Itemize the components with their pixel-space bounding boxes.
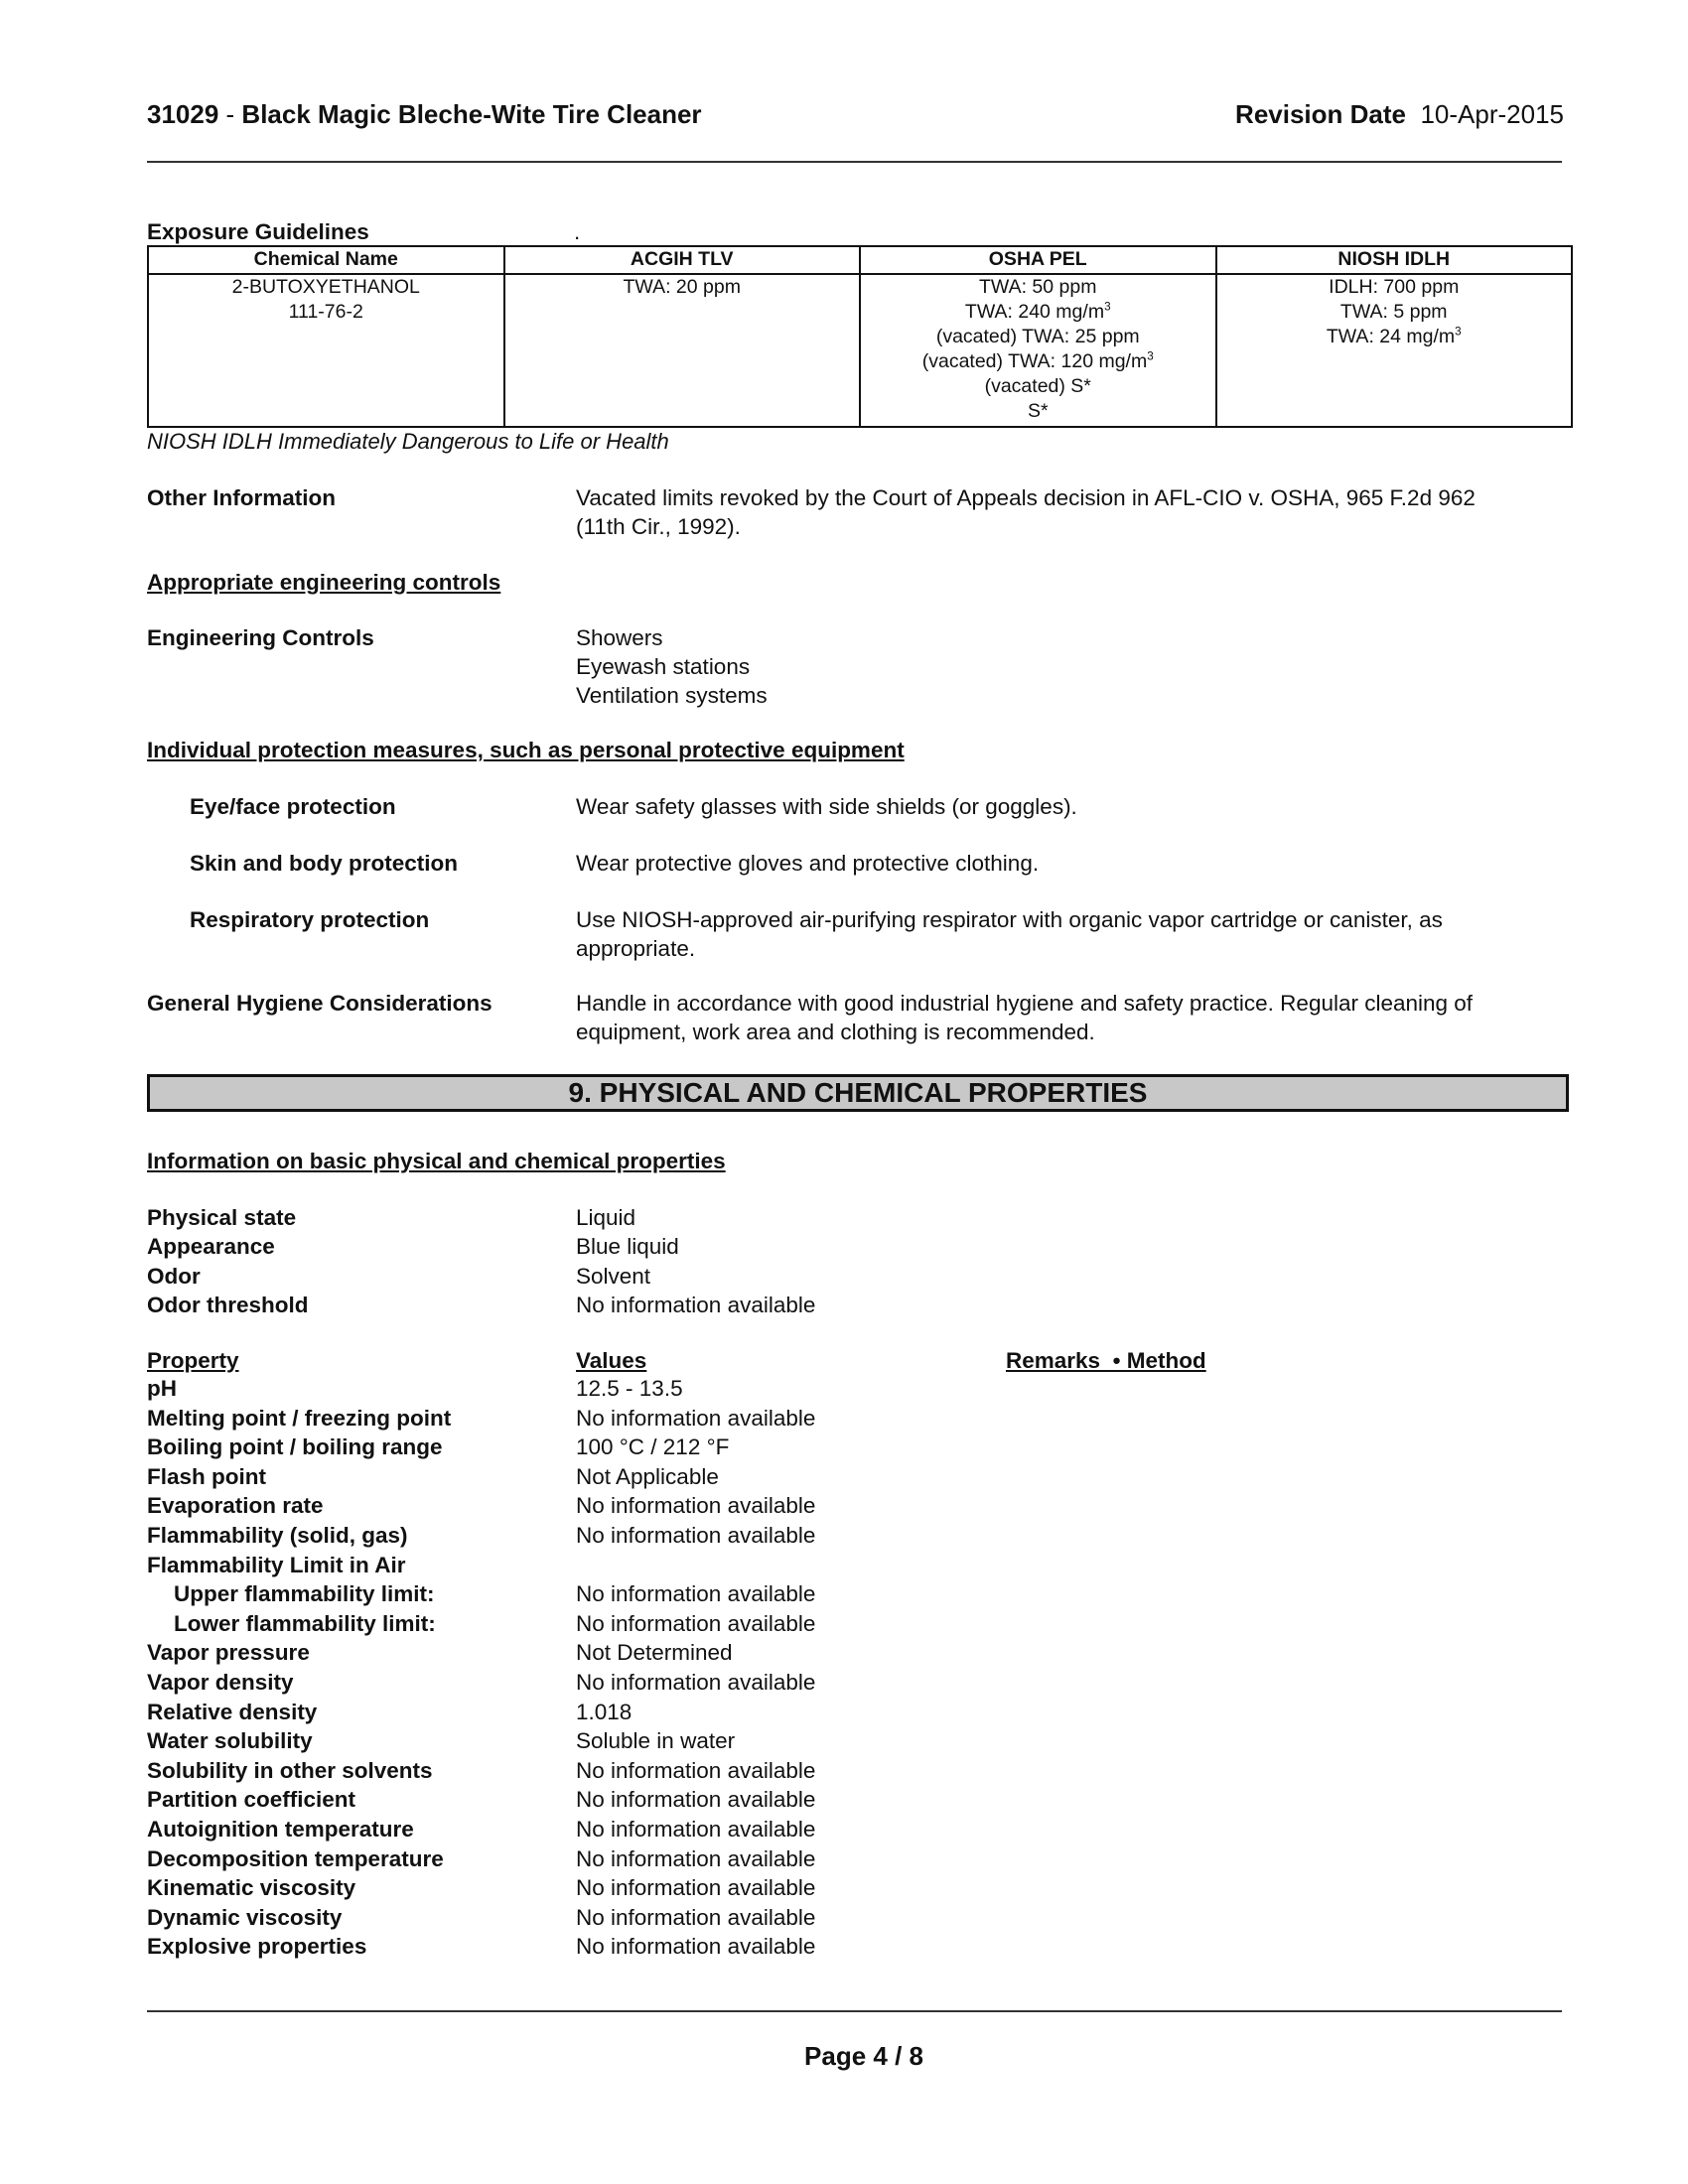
product-name: Black Magic Bleche-Wite Tire Cleaner (241, 99, 702, 129)
property-value: No information available (576, 1610, 816, 1636)
eye-face-label: Eye/face protection (190, 794, 396, 819)
respiratory-text: Use NIOSH-approved air-purifying respirator with organic vapor cartridge or canister, as appropriate. (576, 907, 1443, 961)
col-niosh-idlh: NIOSH IDLH (1216, 246, 1573, 274)
chemical-cell (148, 274, 504, 427)
property-value: No information available (576, 1875, 816, 1901)
osha-value: S* (1027, 400, 1049, 422)
property-name: Vapor pressure (147, 1640, 310, 1666)
property-value: Liquid (576, 1205, 636, 1230)
property-name: Appearance (147, 1234, 275, 1260)
niosh-value: TWA: 5 ppm (1339, 301, 1448, 323)
cas-number: 111-76-2 (288, 301, 363, 323)
osha-cell (860, 274, 1216, 427)
property-value: No information available (576, 1817, 816, 1842)
revision-info (1235, 99, 1564, 130)
property-value: Not Determined (576, 1640, 733, 1666)
property-name: Evaporation rate (147, 1493, 324, 1519)
other-information-text: Vacated limits revoked by the Court of Appeals decision in AFL-CIO v. OSHA, 965 F.2d 962 (11th Cir., 1992). (576, 485, 1476, 539)
osha-value: (vacated) S* (984, 375, 1091, 397)
product-code: 31029 (147, 99, 219, 129)
property-name: Flammability Limit in Air (147, 1552, 406, 1577)
property-value: No information available (576, 1292, 816, 1317)
property-value: No information available (576, 1787, 816, 1813)
property-value: Soluble in water (576, 1728, 736, 1754)
property-name: Solubility in other solvents (147, 1757, 433, 1783)
property-name: Explosive properties (147, 1934, 367, 1960)
header-rule (147, 161, 1562, 163)
property-value: No information available (576, 1904, 816, 1930)
hygiene-label: General Hygiene Considerations (147, 991, 492, 1016)
list-item: Showers (576, 625, 663, 650)
property-value: 12.5 - 13.5 (576, 1376, 683, 1401)
property-value: No information available (576, 1405, 816, 1431)
col-values: Values (576, 1348, 647, 1373)
footer-rule (147, 2010, 1562, 2012)
property-value: Not Applicable (576, 1463, 719, 1489)
property-value: Blue liquid (576, 1234, 679, 1260)
property-name: Dynamic viscosity (147, 1904, 343, 1930)
property-name: Kinematic viscosity (147, 1875, 356, 1901)
property-name: pH (147, 1376, 177, 1401)
niosh-cell (1216, 274, 1573, 427)
niosh-value: IDLH: 700 ppm (1329, 276, 1460, 298)
property-value: No information available (576, 1757, 816, 1783)
property-name: Upper flammability limit: (174, 1581, 435, 1607)
engineering-controls-label: Engineering Controls (147, 625, 374, 650)
property-value: 1.018 (576, 1699, 633, 1724)
revision-label: Revision Date (1235, 99, 1406, 129)
property-name: Flammability (solid, gas) (147, 1523, 408, 1548)
property-name: Odor (147, 1263, 201, 1289)
property-value: No information available (576, 1845, 816, 1871)
list-item: Eyewash stations (576, 654, 751, 679)
property-value: No information available (576, 1581, 816, 1607)
property-name: Lower flammability limit: (174, 1610, 436, 1636)
property-value: No information available (576, 1523, 816, 1548)
engineering-controls-list (576, 623, 768, 710)
acgih-cell (504, 274, 861, 427)
skin-body-label: Skin and body protection (190, 851, 459, 876)
property-name: Relative density (147, 1699, 318, 1724)
property-value: No information available (576, 1670, 816, 1695)
header-separator: - (218, 99, 242, 129)
osha-value: (vacated) TWA: 120 $mg/m^3$ (921, 349, 1154, 372)
property-value: No information available (576, 1493, 816, 1519)
property-value: Solvent (576, 1263, 651, 1289)
ppe-heading: Individual protection measures, such as personal protective equipment (147, 738, 905, 762)
property-name: Boiling point / boiling range (147, 1434, 443, 1460)
respiratory-label: Respiratory protection (190, 907, 430, 932)
exposure-table (147, 245, 1573, 428)
eye-face-text: Wear safety glasses with side shields (or goggles). (576, 794, 1077, 819)
property-name: Decomposition temperature (147, 1845, 444, 1871)
col-osha-pel: OSHA PEL (860, 246, 1216, 274)
property-value: 100 °C / 212 °F (576, 1434, 730, 1460)
list-item: Ventilation systems (576, 683, 768, 708)
hygiene-text: Handle in accordance with good industrial hygiene and safety practice. Regular cleaning of equipment, work area and clothing is recommended. (576, 991, 1474, 1044)
skin-body-text: Wear protective gloves and protective clothing. (576, 851, 1040, 876)
col-property: Property (147, 1348, 239, 1373)
other-information-label: Other Information (147, 485, 336, 510)
property-name: Flash point (147, 1463, 266, 1489)
col-remarks-method: Remarks • Method (1006, 1348, 1206, 1373)
revision-date: 10-Apr-2015 (1420, 99, 1564, 129)
chemical-name: 2-BUTOXYETHANOL (231, 276, 420, 298)
property-name: Physical state (147, 1205, 297, 1230)
exposure-guidelines-title: Exposure Guidelines (147, 219, 369, 244)
idlh-footnote: NIOSH IDLH Immediately Dangerous to Life or Health (147, 429, 669, 454)
property-name: Vapor density (147, 1670, 294, 1695)
exposure-dot: . (574, 219, 581, 244)
osha-value: TWA: 50 ppm (979, 276, 1097, 298)
property-name: Water solubility (147, 1728, 313, 1754)
osha-value: TWA: 240 $mg/m^3$ (964, 300, 1111, 323)
property-name: Melting point / freezing point (147, 1405, 452, 1431)
exposure-table-header (148, 246, 1572, 274)
col-acgih-tlv: ACGIH TLV (504, 246, 861, 274)
basic-properties-heading: Information on basic physical and chemical properties (147, 1149, 726, 1173)
section-9-title: 9. PHYSICAL AND CHEMICAL PROPERTIES (147, 1074, 1569, 1112)
engineering-heading: Appropriate engineering controls (147, 570, 501, 595)
page-number: Page 4 / 8 (804, 2041, 923, 2071)
property-value: No information available (576, 1934, 816, 1960)
property-name: Autoignition temperature (147, 1817, 414, 1842)
document-header (147, 99, 702, 130)
osha-value: (vacated) TWA: 25 ppm (935, 326, 1140, 347)
table-row (148, 274, 1572, 427)
niosh-value: TWA: 24 $mg/m^3$ (1326, 325, 1462, 347)
property-name: Odor threshold (147, 1292, 309, 1317)
acgih-value: TWA: 20 ppm (623, 276, 741, 298)
property-name: Partition coefficient (147, 1787, 356, 1813)
col-chemical-name: Chemical Name (148, 246, 504, 274)
